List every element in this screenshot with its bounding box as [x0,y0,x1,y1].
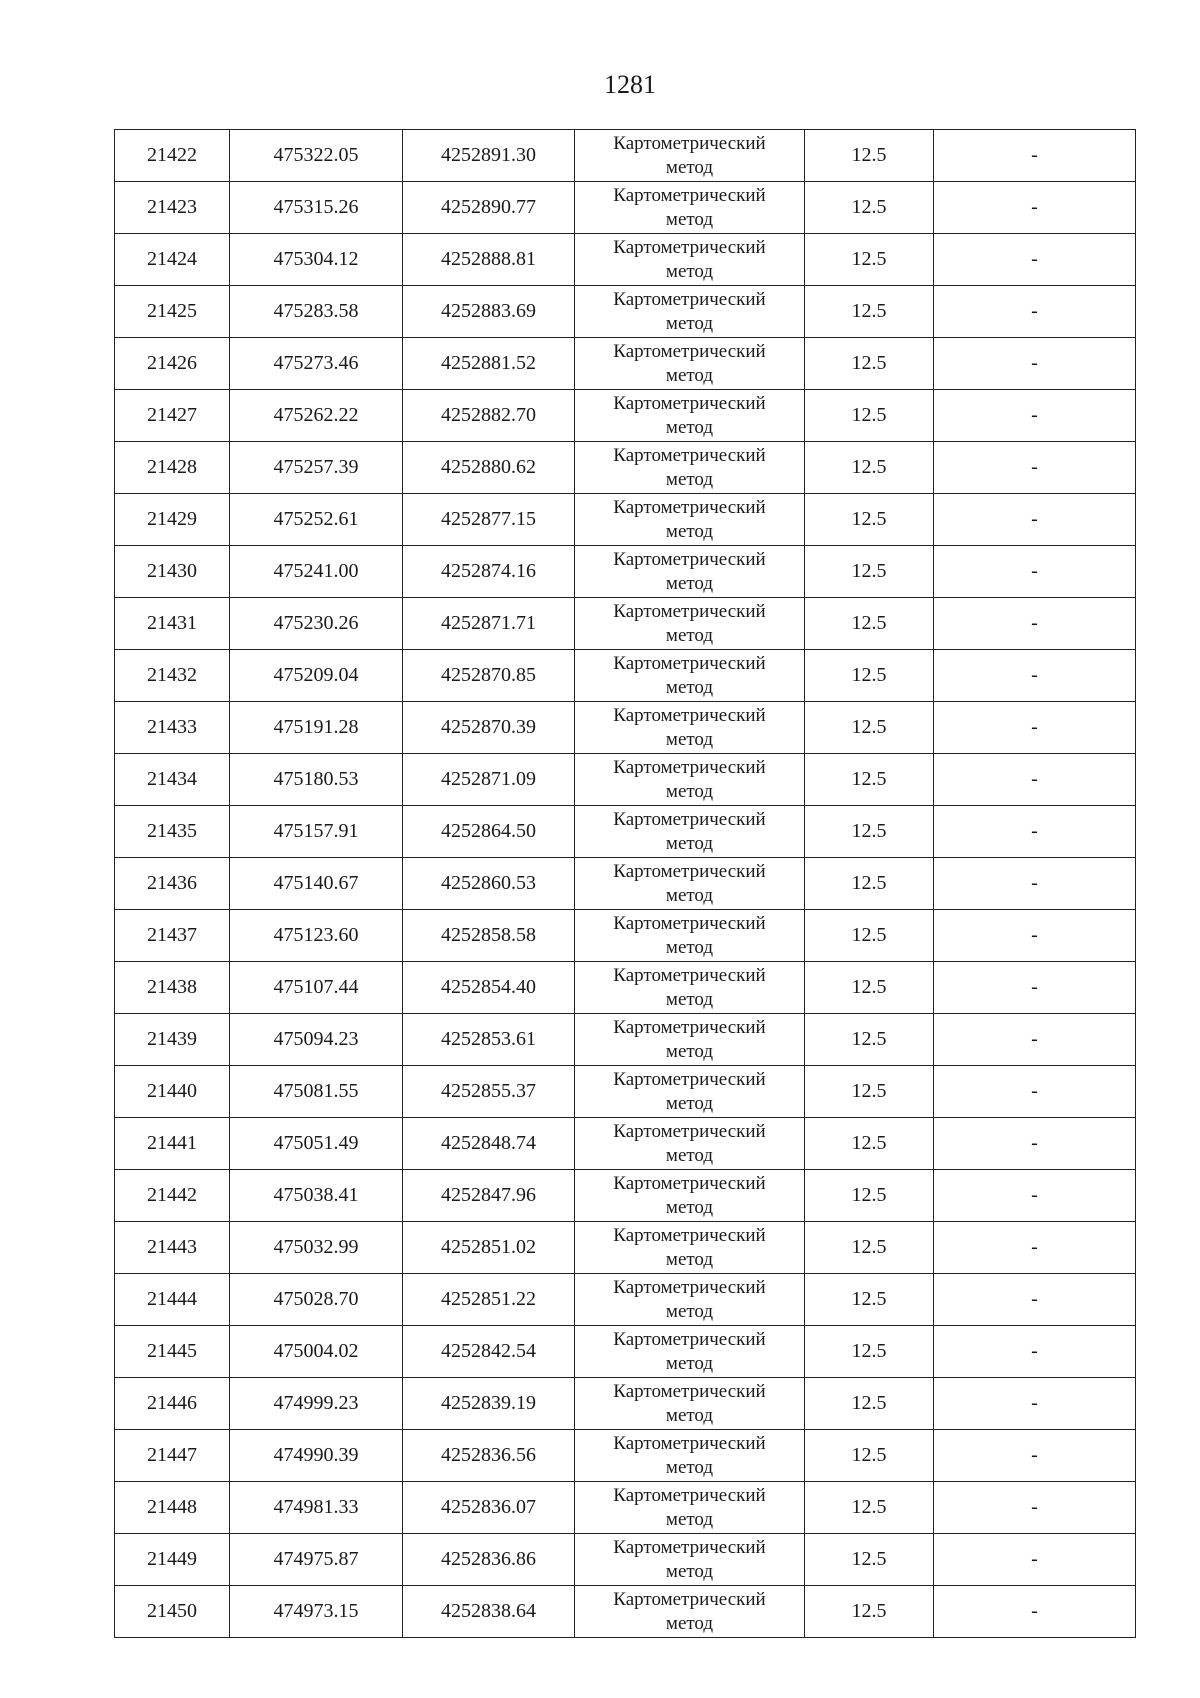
point-id-cell: 21426 [115,338,230,390]
accuracy-cell: 12.5 [805,494,934,546]
y-coordinate-cell: 4252858.58 [403,910,575,962]
x-coordinate-cell: 475123.60 [230,910,403,962]
x-coordinate-cell: 475038.41 [230,1170,403,1222]
y-coordinate-cell: 4252883.69 [403,286,575,338]
note-cell: - [934,1586,1136,1638]
method-cell [575,390,805,442]
method-line-1: Картометрический [613,236,766,258]
note-cell: - [934,858,1136,910]
method-line-2: метод [665,364,714,386]
point-id-cell: 21431 [115,598,230,650]
accuracy-cell: 12.5 [805,286,934,338]
method-line-2: метод [665,156,714,178]
x-coordinate-cell: 475257.39 [230,442,403,494]
x-coordinate-cell: 475283.58 [230,286,403,338]
method-line-2: метод [665,572,714,594]
method-cell [575,650,805,702]
method-cell [575,234,805,286]
y-coordinate-cell: 4252864.50 [403,806,575,858]
y-coordinate-cell: 4252854.40 [403,962,575,1014]
method-cell [575,286,805,338]
method-line-1: Картометрический [613,1016,766,1038]
y-coordinate-cell: 4252836.56 [403,1430,575,1482]
y-coordinate-cell: 4252891.30 [403,130,575,182]
method-line-1: Картометрический [613,1224,766,1246]
table-row [115,1430,1136,1482]
method-line-1: Картометрический [613,600,766,622]
x-coordinate-cell: 474990.39 [230,1430,403,1482]
method-cell [575,442,805,494]
table-row [115,858,1136,910]
x-coordinate-cell: 475241.00 [230,546,403,598]
point-id-cell: 21423 [115,182,230,234]
method-line-1: Картометрический [613,1380,766,1402]
method-line-1: Картометрический [613,1484,766,1506]
y-coordinate-cell: 4252882.70 [403,390,575,442]
method-line-1: Картометрический [613,496,766,518]
y-coordinate-cell: 4252853.61 [403,1014,575,1066]
table-row [115,494,1136,546]
method-line-1: Картометрический [613,912,766,934]
note-cell: - [934,286,1136,338]
method-line-1: Картометрический [613,1276,766,1298]
note-cell: - [934,390,1136,442]
y-coordinate-cell: 4252847.96 [403,1170,575,1222]
method-cell [575,598,805,650]
accuracy-cell: 12.5 [805,546,934,598]
method-line-1: Картометрический [613,704,766,726]
accuracy-cell: 12.5 [805,1170,934,1222]
y-coordinate-cell: 4252851.22 [403,1274,575,1326]
table-row [115,1222,1136,1274]
method-line-2: метод [665,1456,714,1478]
method-line-2: метод [665,520,714,542]
method-cell [575,1066,805,1118]
accuracy-cell: 12.5 [805,962,934,1014]
table-row [115,338,1136,390]
method-cell [575,754,805,806]
note-cell: - [934,338,1136,390]
note-cell: - [934,1222,1136,1274]
method-cell [575,1430,805,1482]
x-coordinate-cell: 474999.23 [230,1378,403,1430]
method-cell [575,1534,805,1586]
method-cell [575,1222,805,1274]
point-id-cell: 21427 [115,390,230,442]
method-cell [575,1014,805,1066]
y-coordinate-cell: 4252836.07 [403,1482,575,1534]
method-line-2: метод [665,468,714,490]
table-row [115,390,1136,442]
method-line-2: метод [665,988,714,1010]
point-id-cell: 21446 [115,1378,230,1430]
note-cell: - [934,1066,1136,1118]
accuracy-cell: 12.5 [805,442,934,494]
x-coordinate-cell: 475140.67 [230,858,403,910]
method-cell [575,1482,805,1534]
method-line-2: метод [665,1248,714,1270]
method-line-2: метод [665,1144,714,1166]
method-line-2: метод [665,1040,714,1062]
point-id-cell: 21444 [115,1274,230,1326]
x-coordinate-cell: 475209.04 [230,650,403,702]
table-row [115,1586,1136,1638]
point-id-cell: 21438 [115,962,230,1014]
accuracy-cell: 12.5 [805,1378,934,1430]
table-row [115,442,1136,494]
method-cell [575,130,805,182]
table-row [115,962,1136,1014]
accuracy-cell: 12.5 [805,598,934,650]
x-coordinate-cell: 475094.23 [230,1014,403,1066]
x-coordinate-cell: 475028.70 [230,1274,403,1326]
x-coordinate-cell: 475180.53 [230,754,403,806]
y-coordinate-cell: 4252838.64 [403,1586,575,1638]
point-id-cell: 21429 [115,494,230,546]
method-line-1: Картометрический [613,1068,766,1090]
table-row [115,1378,1136,1430]
method-line-2: метод [665,676,714,698]
method-line-2: метод [665,208,714,230]
method-line-1: Картометрический [613,444,766,466]
note-cell: - [934,1378,1136,1430]
method-line-2: метод [665,936,714,958]
method-line-1: Картометрический [613,340,766,362]
note-cell: - [934,962,1136,1014]
method-cell [575,962,805,1014]
point-id-cell: 21428 [115,442,230,494]
x-coordinate-cell: 474973.15 [230,1586,403,1638]
method-line-1: Картометрический [613,652,766,674]
x-coordinate-cell: 475230.26 [230,598,403,650]
table-row [115,1534,1136,1586]
method-line-1: Картометрический [613,1432,766,1454]
method-cell [575,702,805,754]
accuracy-cell: 12.5 [805,650,934,702]
accuracy-cell: 12.5 [805,754,934,806]
accuracy-cell: 12.5 [805,390,934,442]
method-cell [575,338,805,390]
note-cell: - [934,234,1136,286]
method-line-1: Картометрический [613,132,766,154]
x-coordinate-cell: 475315.26 [230,182,403,234]
point-id-cell: 21422 [115,130,230,182]
method-line-1: Картометрический [613,964,766,986]
table-row [115,1014,1136,1066]
x-coordinate-cell: 474975.87 [230,1534,403,1586]
table-row [115,702,1136,754]
point-id-cell: 21439 [115,1014,230,1066]
method-line-1: Картометрический [613,548,766,570]
x-coordinate-cell: 475081.55 [230,1066,403,1118]
accuracy-cell: 12.5 [805,1118,934,1170]
point-id-cell: 21430 [115,546,230,598]
accuracy-cell: 12.5 [805,1482,934,1534]
point-id-cell: 21445 [115,1326,230,1378]
note-cell: - [934,1430,1136,1482]
accuracy-cell: 12.5 [805,910,934,962]
note-cell: - [934,1118,1136,1170]
x-coordinate-cell: 475107.44 [230,962,403,1014]
table-row [115,1170,1136,1222]
table-row [115,1274,1136,1326]
x-coordinate-cell: 475157.91 [230,806,403,858]
y-coordinate-cell: 4252848.74 [403,1118,575,1170]
method-line-2: метод [665,884,714,906]
x-coordinate-cell: 475252.61 [230,494,403,546]
x-coordinate-cell: 475051.49 [230,1118,403,1170]
note-cell: - [934,130,1136,182]
y-coordinate-cell: 4252877.15 [403,494,575,546]
method-cell [575,494,805,546]
y-coordinate-cell: 4252874.16 [403,546,575,598]
method-line-2: метод [665,1404,714,1426]
point-id-cell: 21441 [115,1118,230,1170]
method-line-2: метод [665,260,714,282]
accuracy-cell: 12.5 [805,806,934,858]
method-line-1: Картометрический [613,288,766,310]
method-cell [575,182,805,234]
x-coordinate-cell: 475304.12 [230,234,403,286]
method-line-2: метод [665,624,714,646]
note-cell: - [934,806,1136,858]
method-cell [575,1170,805,1222]
accuracy-cell: 12.5 [805,1222,934,1274]
method-line-1: Картометрический [613,1536,766,1558]
table-row [115,182,1136,234]
y-coordinate-cell: 4252855.37 [403,1066,575,1118]
method-line-1: Картометрический [613,1588,766,1610]
point-id-cell: 21443 [115,1222,230,1274]
accuracy-cell: 12.5 [805,1274,934,1326]
table-body [115,130,1136,1638]
y-coordinate-cell: 4252880.62 [403,442,575,494]
note-cell: - [934,1274,1136,1326]
method-line-2: метод [665,728,714,750]
point-id-cell: 21450 [115,1586,230,1638]
method-line-2: метод [665,1092,714,1114]
table-row [115,754,1136,806]
method-line-2: метод [665,312,714,334]
method-line-2: метод [665,1300,714,1322]
y-coordinate-cell: 4252870.39 [403,702,575,754]
x-coordinate-cell: 475032.99 [230,1222,403,1274]
accuracy-cell: 12.5 [805,234,934,286]
table-row [115,910,1136,962]
x-coordinate-cell: 475191.28 [230,702,403,754]
x-coordinate-cell: 475273.46 [230,338,403,390]
note-cell: - [934,702,1136,754]
accuracy-cell: 12.5 [805,1014,934,1066]
accuracy-cell: 12.5 [805,858,934,910]
table-row [115,286,1136,338]
table-row [115,806,1136,858]
note-cell: - [934,442,1136,494]
x-coordinate-cell: 475262.22 [230,390,403,442]
y-coordinate-cell: 4252839.19 [403,1378,575,1430]
accuracy-cell: 12.5 [805,1534,934,1586]
y-coordinate-cell: 4252851.02 [403,1222,575,1274]
note-cell: - [934,1534,1136,1586]
y-coordinate-cell: 4252860.53 [403,858,575,910]
note-cell: - [934,494,1136,546]
point-id-cell: 21448 [115,1482,230,1534]
method-line-2: метод [665,416,714,438]
point-id-cell: 21440 [115,1066,230,1118]
accuracy-cell: 12.5 [805,1066,934,1118]
table-row [115,1118,1136,1170]
method-line-1: Картометрический [613,1120,766,1142]
point-id-cell: 21436 [115,858,230,910]
method-cell [575,806,805,858]
table-row [115,234,1136,286]
table-row [115,1482,1136,1534]
point-id-cell: 21433 [115,702,230,754]
method-cell [575,1326,805,1378]
note-cell: - [934,546,1136,598]
point-id-cell: 21447 [115,1430,230,1482]
point-id-cell: 21425 [115,286,230,338]
method-line-1: Картометрический [613,1328,766,1350]
method-line-2: метод [665,780,714,802]
method-line-2: метод [665,1352,714,1374]
accuracy-cell: 12.5 [805,1430,934,1482]
point-id-cell: 21435 [115,806,230,858]
x-coordinate-cell: 475004.02 [230,1326,403,1378]
y-coordinate-cell: 4252888.81 [403,234,575,286]
table-row [115,1326,1136,1378]
method-line-1: Картометрический [613,860,766,882]
note-cell: - [934,1326,1136,1378]
point-id-cell: 21449 [115,1534,230,1586]
method-cell [575,546,805,598]
page-number: 1281 [604,70,656,99]
note-cell: - [934,1170,1136,1222]
y-coordinate-cell: 4252836.86 [403,1534,575,1586]
point-id-cell: 21432 [115,650,230,702]
accuracy-cell: 12.5 [805,702,934,754]
note-cell: - [934,910,1136,962]
x-coordinate-cell: 475322.05 [230,130,403,182]
method-line-1: Картометрический [613,756,766,778]
coordinates-table [114,129,1136,1638]
method-line-1: Картометрический [613,1172,766,1194]
method-cell [575,858,805,910]
note-cell: - [934,1482,1136,1534]
y-coordinate-cell: 4252870.85 [403,650,575,702]
x-coordinate-cell: 474981.33 [230,1482,403,1534]
table-row [115,598,1136,650]
method-line-2: метод [665,1196,714,1218]
method-line-1: Картометрический [613,392,766,414]
accuracy-cell: 12.5 [805,1586,934,1638]
point-id-cell: 21434 [115,754,230,806]
y-coordinate-cell: 4252871.09 [403,754,575,806]
table-row [115,546,1136,598]
point-id-cell: 21442 [115,1170,230,1222]
method-line-2: метод [665,832,714,854]
method-cell [575,1118,805,1170]
method-line-1: Картометрический [613,808,766,830]
note-cell: - [934,650,1136,702]
table-row [115,1066,1136,1118]
y-coordinate-cell: 4252890.77 [403,182,575,234]
accuracy-cell: 12.5 [805,338,934,390]
method-line-2: метод [665,1560,714,1582]
y-coordinate-cell: 4252842.54 [403,1326,575,1378]
method-line-2: метод [665,1612,714,1634]
method-line-2: метод [665,1508,714,1530]
method-cell [575,1586,805,1638]
method-line-1: Картометрический [613,184,766,206]
method-cell [575,1378,805,1430]
note-cell: - [934,1014,1136,1066]
accuracy-cell: 12.5 [805,1326,934,1378]
point-id-cell: 21424 [115,234,230,286]
y-coordinate-cell: 4252881.52 [403,338,575,390]
method-cell [575,910,805,962]
accuracy-cell: 12.5 [805,130,934,182]
method-cell [575,1274,805,1326]
note-cell: - [934,598,1136,650]
table-row [115,130,1136,182]
table-row [115,650,1136,702]
note-cell: - [934,182,1136,234]
note-cell: - [934,754,1136,806]
y-coordinate-cell: 4252871.71 [403,598,575,650]
accuracy-cell: 12.5 [805,182,934,234]
point-id-cell: 21437 [115,910,230,962]
